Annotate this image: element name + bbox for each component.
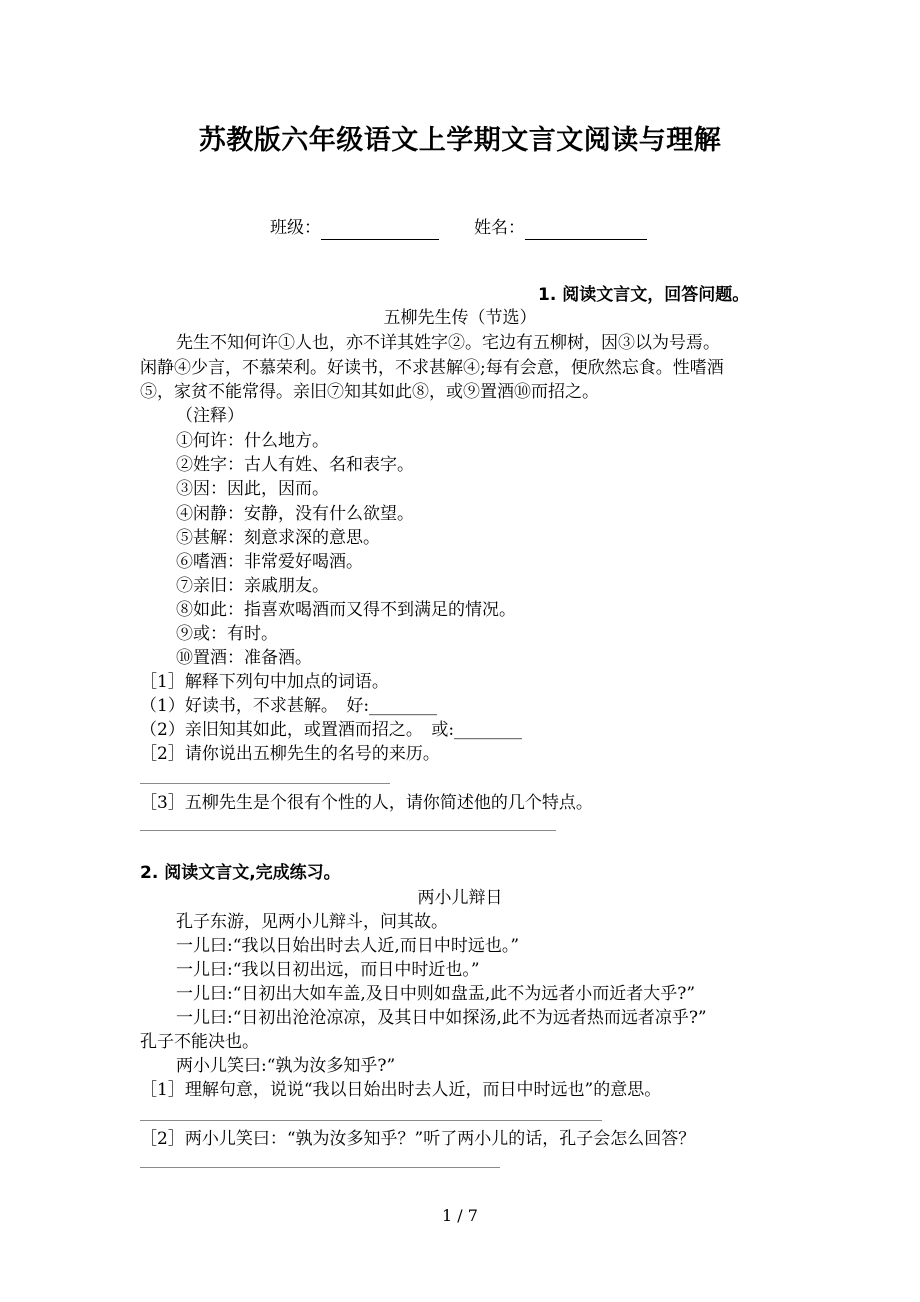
- q2-passage-line: 一儿曰:“日初出大如车盖,及日中则如盘盂,此不为远者小而近者大乎?”: [176, 984, 696, 1004]
- q1-note: ⑦亲旧：亲戚朋友。: [176, 576, 329, 596]
- page-number: 1 / 7: [442, 1206, 478, 1225]
- q1-note: ⑩置酒：准备酒。: [176, 648, 312, 668]
- name-field: [474, 216, 647, 240]
- q1-item1: （1）好读书，不求甚解。 好:________: [140, 696, 438, 716]
- q1-note: ①何许：什么地方。: [176, 431, 329, 451]
- q1-sub3: ［3］五柳先生是个很有个性的人，请你简述他的几个特点。: [140, 793, 593, 813]
- q1-note: ②姓字：古人有姓、名和表字。: [176, 455, 414, 475]
- q1-note: ③因：因此，因而。: [176, 479, 329, 499]
- class-label: 班级：: [270, 218, 321, 238]
- q1-note: ④闲静：安静，没有什么欲望。: [176, 504, 414, 524]
- q1-passage-line: ⑤，家贫不能常得。亲旧⑦知其如此⑧，或⑨置酒⑩而招之。: [140, 382, 599, 402]
- page-title: 苏教版六年级语文上学期文言文阅读与理解: [198, 125, 722, 156]
- class-field: [270, 216, 439, 240]
- q2-passage-line: 一儿曰:“我以日始出时去人近,而日中时远也。”: [176, 936, 520, 956]
- answer-line: [140, 1120, 602, 1121]
- name-label: 姓名：: [474, 218, 525, 238]
- q1-note: ⑥嗜酒：非常爱好喝酒。: [176, 552, 363, 572]
- answer-line: [140, 830, 556, 831]
- q2-passage-line: 两小儿笑曰:“孰为汝多知乎?”: [176, 1056, 396, 1076]
- name-blank: [525, 223, 647, 240]
- q2-passage-title: 两小儿辩日: [417, 888, 503, 908]
- q1-passage-line: 先生不知何许①人也，亦不详其姓字②。宅边有五柳树，因③以为号焉。: [176, 333, 720, 353]
- answer-line: [140, 783, 390, 784]
- q1-note: ⑧如此：指喜欢喝酒而又得不到满足的情况。: [176, 600, 516, 620]
- q2-passage-line: 一儿曰:“日初出沧沧凉凉，及其日中如探汤,此不为远者热而远者凉乎?”: [176, 1008, 707, 1028]
- answer-line: [140, 1167, 500, 1168]
- q1-note: ⑨或：有时。: [176, 624, 278, 644]
- q2-passage-line: 一儿曰:“我以日初出远，而日中时近也。”: [176, 960, 480, 980]
- q2-passage-line: 孔子不能决也。: [140, 1032, 259, 1052]
- q1-sub2: ［2］请你说出五柳先生的名号的来历。: [140, 744, 440, 764]
- class-blank: [321, 223, 439, 240]
- q1-passage-line: 闲静④少言，不慕荣利。好读书，不求甚解④;每有会意，便欣然忘食。性嗜酒: [140, 358, 724, 378]
- q2-passage-line: 孔子东游，见两小儿辩斗，问其故。: [176, 912, 448, 932]
- q1-sub1: ［1］解释下列句中加点的词语。: [140, 672, 389, 692]
- q1-heading: 1. 阅读文言文，回答问题。: [538, 285, 750, 305]
- q2-sub1: ［1］理解句意，说说“我以日始出时去人近，而日中时远也”的意思。: [140, 1080, 662, 1100]
- q1-passage-title: 五柳先生传（节选）: [383, 308, 537, 328]
- q1-item2: （2）亲旧知其如此，或置酒而招之。 或:________: [140, 720, 523, 740]
- q2-sub2: ［2］两小儿笑曰：“孰为汝多知乎？”听了两小儿的话，孔子会怎么回答？: [140, 1129, 696, 1149]
- q2-heading: 2. 阅读文言文,完成练习。: [140, 863, 341, 883]
- q1-note: ⑤甚解：刻意求深的意思。: [176, 528, 380, 548]
- q1-notes-heading: （注释）: [176, 406, 244, 426]
